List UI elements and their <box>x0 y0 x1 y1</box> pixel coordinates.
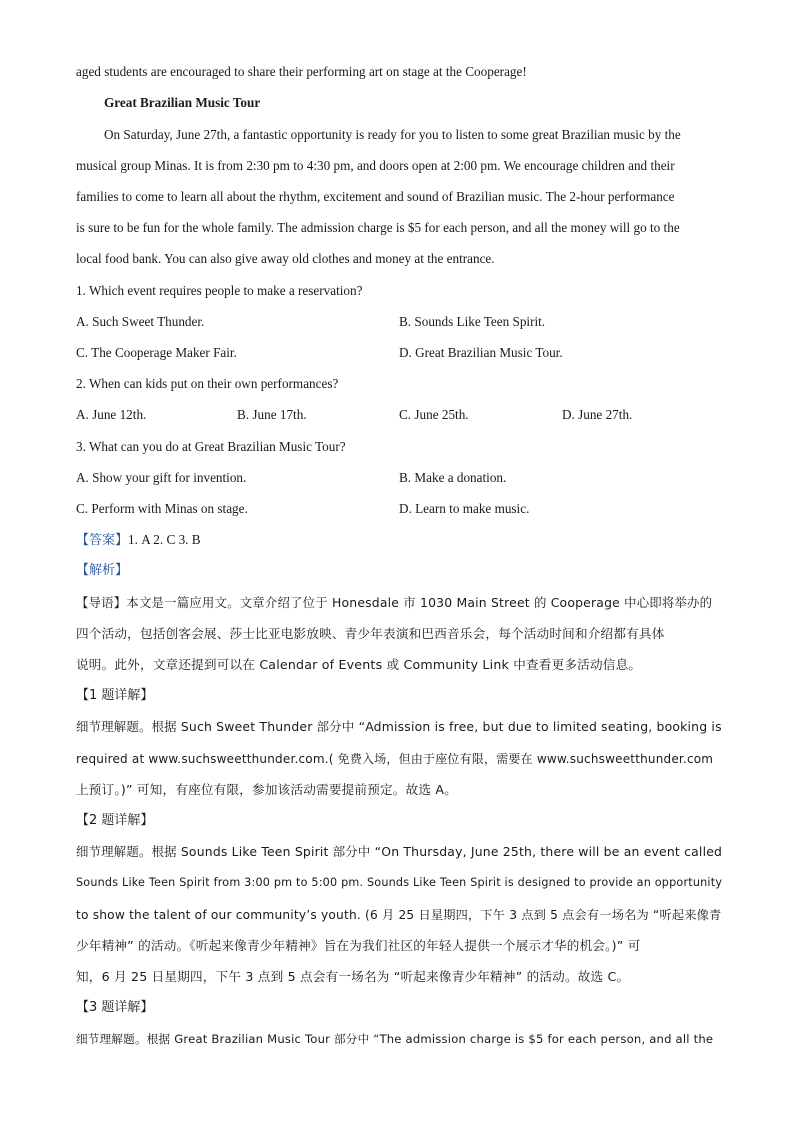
passage-heading: Great Brazilian Music Tour <box>104 95 261 110</box>
answer-line <box>76 530 201 551</box>
option-b: B. Sounds Like Teen Spirit. <box>399 314 546 329</box>
question-stem: 1. Which event requires people to make a reservation? <box>76 283 363 298</box>
intro-text: 本文是一篇应用文。文章介绍了位于 Honesdale 市 1030 Main Street 的 Cooperage 中心即将举办的 <box>126 595 713 610</box>
option-d: D. June 27th. <box>562 407 633 422</box>
option-a: A. Show your gift for invention. <box>76 470 247 485</box>
q1-detail-tag: 【1 题详解】 <box>76 688 154 703</box>
document-page <box>76 0 722 1123</box>
answer-tag: 【答案】 <box>76 533 129 548</box>
intro-line: 四个活动，包括创客会展、莎士比亚电影放映、青少年表演和巴西音乐会，每个活动时间和介绍都有具体 <box>76 626 665 641</box>
passage-line: local food bank. You can also give away old clothes and money at the entrance. <box>76 251 495 266</box>
option-a: A. Such Sweet Thunder. <box>76 314 205 329</box>
intro-line <box>76 593 712 613</box>
option-d: D. Great Brazilian Music Tour. <box>399 345 563 360</box>
option-b: B. June 17th. <box>237 407 307 422</box>
question-stem: 3. What can you do at Great Brazilian Music Tour? <box>76 439 346 454</box>
option-a: A. June 12th. <box>76 407 147 422</box>
q2-detail-line: Sounds Like Teen Spirit from 3:00 pm to 5:00 pm. Sounds Like Teen Spirit is designed to provide an opportunity <box>76 876 723 889</box>
question-stem: 2. When can kids put on their own performances? <box>76 376 339 391</box>
passage-line: families to come to learn all about the rhythm, excitement and sound of Brazilian music. The 2-hour performance <box>76 189 675 204</box>
q1-detail-line: 细节理解题。根据 Such Sweet Thunder 部分中 “Admission is free, but due to limited seating, booking is <box>76 719 722 734</box>
q2-detail-tag: 【2 题详解】 <box>76 813 154 828</box>
passage-line: On Saturday, June 27th, a fantastic opportunity is ready for you to listen to some great Brazilian music by the <box>104 127 681 142</box>
passage-continuation-line: aged students are encouraged to share their performing art on stage at the Cooperage! <box>76 64 527 79</box>
option-b: B. Make a donation. <box>399 470 507 485</box>
q3-detail-tag: 【3 题详解】 <box>76 1000 154 1015</box>
option-d: D. Learn to make music. <box>399 501 530 516</box>
passage-line: musical group Minas. It is from 2:30 pm to 4:30 pm, and doors open at 2:00 pm. We encourage children and their <box>76 158 675 173</box>
q3-detail-line: 细节理解题。根据 Great Brazilian Music Tour 部分中 “The admission charge is $5 for each person, and all the <box>76 1032 714 1046</box>
intro-line: 说明。此外，文章还提到可以在 Calendar of Events 或 Community Link 中查看更多活动信息。 <box>76 657 642 672</box>
q2-detail-line: to show the talent of our community’s youth. (6 月 25 日星期四，下午 3 点到 5 点会有一场名为 “听起来像青 <box>76 908 722 922</box>
answer-text: 1. A 2. C 3. B <box>128 532 201 547</box>
analysis-tag: 【解析】 <box>76 563 129 578</box>
option-c: C. The Cooperage Maker Fair. <box>76 345 237 360</box>
q1-detail-line: required at www.suchsweetthunder.com.( 免费入场，但由于座位有限，需要在 www.suchsweetthunder.com <box>76 752 714 766</box>
q1-detail-line: 上预订。)” 可知，有座位有限，参加该活动需要提前预定。故选 A。 <box>76 782 457 797</box>
q2-detail-line: 知，6 月 25 日星期四，下午 3 点到 5 点会有一场名为 “听起来像青少年精神” 的活动。故选 C。 <box>76 969 630 984</box>
q2-detail-line: 少年精神” 的活动。《听起来像青少年精神》旨在为我们社区的年轻人提供一个展示才华的机会。)” 可 <box>76 938 641 953</box>
option-c: C. Perform with Minas on stage. <box>76 501 248 516</box>
q2-detail-line: 细节理解题。根据 Sounds Like Teen Spirit 部分中 “On Thursday, June 25th, there will be an event called <box>76 844 723 859</box>
passage-line: is sure to be fun for the whole family. The admission charge is $5 for each person, and all the money will go to the <box>76 220 680 235</box>
intro-tag: 【导语】 <box>76 595 127 610</box>
option-c: C. June 25th. <box>399 407 469 422</box>
